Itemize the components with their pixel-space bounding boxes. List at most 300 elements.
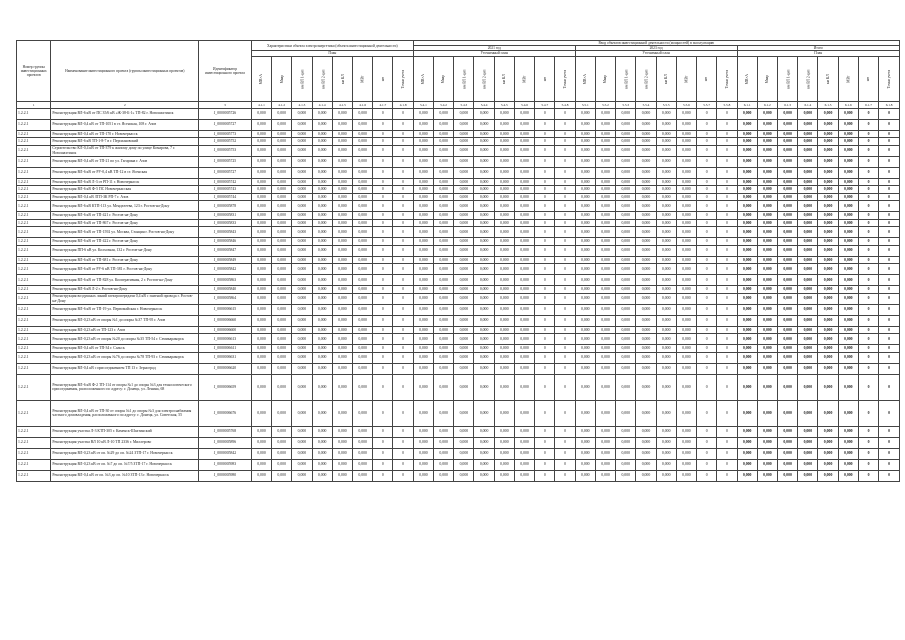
value-cell: 0,000 xyxy=(737,119,757,130)
value-cell: 0,000 xyxy=(454,352,474,363)
value-cell: 0,000 xyxy=(636,334,656,345)
value-cell: 0,000 xyxy=(575,138,595,146)
value-cell: 0,000 xyxy=(616,145,636,156)
value-cell: 0,000 xyxy=(353,264,373,275)
value-cell: 0,000 xyxy=(575,212,595,220)
value-cell: 0 xyxy=(373,119,393,130)
value-cell: 0 xyxy=(879,193,900,201)
project-id: J_0000005843 xyxy=(199,227,252,238)
value-cell: 0,000 xyxy=(353,108,373,119)
value-cell: 0,000 xyxy=(838,437,858,448)
value-cell: 0,000 xyxy=(251,459,271,470)
value-cell: 0 xyxy=(697,470,717,481)
project-id: J_0000005896 xyxy=(199,437,252,448)
value-cell: 0,000 xyxy=(474,138,494,146)
value-cell: 0,000 xyxy=(332,304,352,315)
value-cell: 0,000 xyxy=(676,138,696,146)
value-cell: 0 xyxy=(373,363,393,374)
value-cell: 0,000 xyxy=(454,201,474,212)
group-number: 1.2.2.1 xyxy=(17,334,51,345)
value-cell: 0,000 xyxy=(413,227,433,238)
value-cell: 0,000 xyxy=(312,426,332,437)
value-cell: 0,000 xyxy=(575,178,595,186)
value-cell: 0,000 xyxy=(656,275,676,286)
value-cell: 0,000 xyxy=(616,156,636,167)
value-cell: 0,000 xyxy=(353,212,373,220)
project-name: Реконструкция ВЛ-6 кВ Ф-5 ПС Новочеркасская xyxy=(51,186,199,194)
project-name: Реконструкция ВЛ-6 кВ КТП-113 ул. Менделеева, 123 г. Ростов-на-Дону xyxy=(51,201,199,212)
value-cell: 0 xyxy=(858,426,878,437)
value-cell: 0,000 xyxy=(636,145,656,156)
value-cell: 0,000 xyxy=(332,459,352,470)
value-cell: 0,000 xyxy=(757,108,777,119)
value-cell: 0,000 xyxy=(332,167,352,178)
project-id: J_0000006620 xyxy=(199,363,252,374)
value-cell: 0,000 xyxy=(251,426,271,437)
value-cell: 0,000 xyxy=(777,470,797,481)
value-cell: 0 xyxy=(697,304,717,315)
value-cell: 0,000 xyxy=(777,326,797,334)
unit-header xyxy=(697,56,717,101)
project-name: Реконструкция ВЛ-0,4 кВ с присоединением ТП 13 г. Зерноград xyxy=(51,363,199,374)
value-cell: 0 xyxy=(697,374,717,400)
value-cell: 0 xyxy=(393,201,413,212)
value-cell: 0,000 xyxy=(312,264,332,275)
value-cell: 0,000 xyxy=(494,186,514,194)
value-cell: 0 xyxy=(858,119,878,130)
value-cell: 0,000 xyxy=(676,352,696,363)
value-cell: 0,000 xyxy=(454,145,474,156)
value-cell: 0 xyxy=(535,178,555,186)
value-cell: 0,000 xyxy=(514,352,534,363)
value-cell: 0,000 xyxy=(656,264,676,275)
value-cell: 0 xyxy=(879,275,900,286)
value-cell: 0 xyxy=(697,334,717,345)
project-name: Строительство КЛ-0,4 кВ от ТП-379 к жилому дому по улице Комарова, 7 г. Новошахтинск xyxy=(51,145,199,156)
value-cell: 0,000 xyxy=(616,178,636,186)
value-cell: 0,000 xyxy=(251,374,271,400)
value-cell: 0,000 xyxy=(595,400,615,426)
value-cell: 0,000 xyxy=(474,186,494,194)
value-cell: 0,000 xyxy=(838,363,858,374)
value-cell: 0,000 xyxy=(434,363,454,374)
value-cell: 0,000 xyxy=(838,108,858,119)
value-cell: 0,000 xyxy=(251,470,271,481)
value-cell: 0,000 xyxy=(757,212,777,220)
value-cell: 0,000 xyxy=(474,201,494,212)
value-cell: 0,000 xyxy=(676,400,696,426)
value-cell: 0 xyxy=(717,145,737,156)
value-cell: 0,000 xyxy=(413,193,433,201)
unit-label: шт xyxy=(866,76,871,81)
investment-table-sheet xyxy=(16,40,900,482)
value-cell: 0,000 xyxy=(251,167,271,178)
value-cell: 0,000 xyxy=(413,219,433,227)
value-cell: 0 xyxy=(879,334,900,345)
value-cell: 0,000 xyxy=(575,245,595,256)
value-cell: 0,000 xyxy=(434,345,454,353)
value-cell: 0 xyxy=(879,315,900,326)
value-cell: 0,000 xyxy=(353,426,373,437)
value-cell: 0,000 xyxy=(332,193,352,201)
value-cell: 0,000 xyxy=(838,138,858,146)
unit-header xyxy=(353,56,373,101)
value-cell: 0,000 xyxy=(595,193,615,201)
column-code: 5.5.6 xyxy=(676,101,696,108)
value-cell: 0,000 xyxy=(434,119,454,130)
value-cell: 0 xyxy=(535,345,555,353)
group-number: 1.2.2.1 xyxy=(17,264,51,275)
project-name: Реконструкция участка Л-3 КТП-305 г. Каменск-Шахтинский xyxy=(51,426,199,437)
value-cell: 0,000 xyxy=(494,345,514,353)
value-cell: 0,000 xyxy=(757,238,777,246)
value-cell: 0,000 xyxy=(818,108,838,119)
value-cell: 0 xyxy=(717,227,737,238)
value-cell: 0,000 xyxy=(474,304,494,315)
value-cell: 0,000 xyxy=(656,326,676,334)
value-cell: 0,000 xyxy=(312,238,332,246)
value-cell: 0 xyxy=(393,304,413,315)
unit-label: МВт xyxy=(360,75,365,83)
value-cell: 0,000 xyxy=(494,400,514,426)
value-cell: 0,000 xyxy=(413,437,433,448)
value-cell: 0 xyxy=(717,193,737,201)
value-cell: 0,000 xyxy=(272,286,292,294)
value-cell: 0 xyxy=(717,459,737,470)
value-cell: 0 xyxy=(535,426,555,437)
value-cell: 0,000 xyxy=(272,264,292,275)
value-cell: 0 xyxy=(697,363,717,374)
value-cell: 0,000 xyxy=(777,264,797,275)
value-cell: 0,000 xyxy=(818,264,838,275)
value-cell: 0,000 xyxy=(312,363,332,374)
value-cell: 0,000 xyxy=(494,304,514,315)
project-id: J_0000005846 xyxy=(199,238,252,246)
project-name: Реконструкция ПП-6 кВ ул. Колхозная, 132 г. Ростов-на-Дону xyxy=(51,245,199,256)
value-cell: 0,000 xyxy=(616,459,636,470)
value-cell: 0,000 xyxy=(454,275,474,286)
value-cell: 0,000 xyxy=(413,352,433,363)
value-cell: 0 xyxy=(393,186,413,194)
value-cell: 0,000 xyxy=(272,315,292,326)
value-cell: 0,000 xyxy=(494,326,514,334)
group-number: 1.2.2.1 xyxy=(17,326,51,334)
value-cell: 0 xyxy=(373,264,393,275)
value-cell: 0,000 xyxy=(292,315,312,326)
value-cell: 0,000 xyxy=(737,293,757,304)
value-cell: 0,000 xyxy=(616,437,636,448)
value-cell: 0,000 xyxy=(292,130,312,138)
value-cell: 0,000 xyxy=(777,227,797,238)
value-cell: 0,000 xyxy=(292,193,312,201)
value-cell: 0,000 xyxy=(251,219,271,227)
column-code: 6.1.3 xyxy=(777,101,797,108)
column-code: 5.4.8 xyxy=(555,101,575,108)
group-number: 1.2.2.1 xyxy=(17,286,51,294)
value-cell: 0 xyxy=(879,326,900,334)
value-cell: 0,000 xyxy=(353,178,373,186)
value-cell: 0,000 xyxy=(292,334,312,345)
group-number: 1.2.2.1 xyxy=(17,352,51,363)
value-cell: 0,000 xyxy=(353,374,373,400)
value-cell: 0,000 xyxy=(838,448,858,459)
value-cell: 0 xyxy=(717,108,737,119)
value-cell: 0,000 xyxy=(494,334,514,345)
value-cell: 0 xyxy=(373,108,393,119)
value-cell: 0,000 xyxy=(272,470,292,481)
table-row xyxy=(17,448,900,459)
value-cell: 0,000 xyxy=(312,352,332,363)
value-cell: 0,000 xyxy=(737,304,757,315)
value-cell: 0,000 xyxy=(757,256,777,264)
value-cell: 0,000 xyxy=(595,178,615,186)
value-cell: 0,000 xyxy=(595,219,615,227)
value-cell: 0,000 xyxy=(251,227,271,238)
value-cell: 0,000 xyxy=(434,275,454,286)
value-cell: 0,000 xyxy=(494,293,514,304)
value-cell: 0,000 xyxy=(676,212,696,220)
value-cell: 0 xyxy=(373,238,393,246)
unit-header xyxy=(575,56,595,101)
value-cell: 0 xyxy=(879,363,900,374)
value-cell: 0 xyxy=(697,238,717,246)
value-cell: 0 xyxy=(555,315,575,326)
value-cell: 0,000 xyxy=(454,178,474,186)
value-cell: 0,000 xyxy=(798,130,818,138)
value-cell: 0,000 xyxy=(595,286,615,294)
value-cell: 0,000 xyxy=(454,212,474,220)
value-cell: 0,000 xyxy=(292,426,312,437)
value-cell: 0,000 xyxy=(312,138,332,146)
value-cell: 0,000 xyxy=(434,186,454,194)
column-code: 5.4.2 xyxy=(434,101,454,108)
unit-header xyxy=(757,56,777,101)
project-id: J_0000005983 xyxy=(199,459,252,470)
value-cell: 0 xyxy=(555,219,575,227)
value-cell: 0,000 xyxy=(636,264,656,275)
value-cell: 0,000 xyxy=(798,245,818,256)
unit-label: км ВЛ 1-цеп xyxy=(300,69,305,89)
value-cell: 0,000 xyxy=(514,315,534,326)
value-cell: 0,000 xyxy=(292,227,312,238)
value-cell: 0 xyxy=(717,345,737,353)
value-cell: 0,000 xyxy=(514,363,534,374)
value-cell: 0,000 xyxy=(575,363,595,374)
value-cell: 0,000 xyxy=(798,238,818,246)
value-cell: 0,000 xyxy=(413,426,433,437)
value-cell: 0 xyxy=(373,374,393,400)
value-cell: 0,000 xyxy=(616,227,636,238)
group-number: 1.2.2.1 xyxy=(17,293,51,304)
value-cell: 0 xyxy=(535,130,555,138)
value-cell: 0,000 xyxy=(798,374,818,400)
value-cell: 0,000 xyxy=(413,470,433,481)
value-cell: 0,000 xyxy=(595,363,615,374)
value-cell: 0 xyxy=(555,363,575,374)
value-cell: 0,000 xyxy=(312,119,332,130)
value-cell: 0,000 xyxy=(312,130,332,138)
value-cell: 0 xyxy=(697,326,717,334)
value-cell: 0,000 xyxy=(838,326,858,334)
value-cell: 0,000 xyxy=(575,459,595,470)
unit-label: км ВЛ 2-цеп xyxy=(806,69,811,89)
value-cell: 0 xyxy=(555,138,575,146)
value-cell: 0,000 xyxy=(777,345,797,353)
value-cell: 0,000 xyxy=(272,167,292,178)
value-cell: 0,000 xyxy=(312,212,332,220)
value-cell: 0,000 xyxy=(616,238,636,246)
value-cell: 0,000 xyxy=(575,293,595,304)
value-cell: 0,000 xyxy=(413,326,433,334)
header-refined-plan-2023: Уточненный план xyxy=(575,51,737,56)
value-cell: 0,000 xyxy=(292,145,312,156)
value-cell: 0,000 xyxy=(636,219,656,227)
project-name: Реконструкция ВЛ-0,23 кВ от оп. №29 до оп. №24 ЗТП-17 г. Новочеркасск xyxy=(51,448,199,459)
value-cell: 0,000 xyxy=(616,264,636,275)
value-cell: 0,000 xyxy=(312,186,332,194)
value-cell: 0 xyxy=(373,315,393,326)
value-cell: 0 xyxy=(393,245,413,256)
header-total: Итого xyxy=(737,46,899,51)
value-cell: 0,000 xyxy=(838,275,858,286)
value-cell: 0,000 xyxy=(494,119,514,130)
value-cell: 0,000 xyxy=(777,374,797,400)
group-number: 1.2.2.1 xyxy=(17,167,51,178)
value-cell: 0,000 xyxy=(575,400,595,426)
value-cell: 0,000 xyxy=(292,167,312,178)
project-id: J_0000006611 xyxy=(199,345,252,353)
value-cell: 0,000 xyxy=(575,130,595,138)
value-cell: 0,000 xyxy=(434,437,454,448)
value-cell: 0,000 xyxy=(251,245,271,256)
value-cell: 0,000 xyxy=(474,264,494,275)
value-cell: 0 xyxy=(555,256,575,264)
value-cell: 0,000 xyxy=(575,167,595,178)
value-cell: 0,000 xyxy=(656,156,676,167)
value-cell: 0,000 xyxy=(494,227,514,238)
value-cell: 0,000 xyxy=(494,178,514,186)
value-cell: 0 xyxy=(373,352,393,363)
project-id: J_0000005847 xyxy=(199,245,252,256)
value-cell: 0,000 xyxy=(575,119,595,130)
column-code: 6.1.8 xyxy=(879,101,900,108)
value-cell: 0,000 xyxy=(818,334,838,345)
project-id: J_0000005726 xyxy=(199,108,252,119)
value-cell: 0,000 xyxy=(514,145,534,156)
value-cell: 0,000 xyxy=(636,227,656,238)
value-cell: 0 xyxy=(535,448,555,459)
value-cell: 0,000 xyxy=(636,374,656,400)
value-cell: 0,000 xyxy=(251,326,271,334)
unit-header xyxy=(818,56,838,101)
value-cell: 0,000 xyxy=(595,374,615,400)
value-cell: 0,000 xyxy=(272,345,292,353)
value-cell: 0,000 xyxy=(474,193,494,201)
value-cell: 0,000 xyxy=(595,245,615,256)
value-cell: 0,000 xyxy=(514,293,534,304)
value-cell: 0 xyxy=(717,293,737,304)
value-cell: 0 xyxy=(373,286,393,294)
value-cell: 0 xyxy=(555,352,575,363)
unit-header xyxy=(676,56,696,101)
value-cell: 0,000 xyxy=(798,470,818,481)
value-cell: 0 xyxy=(717,448,737,459)
value-cell: 0,000 xyxy=(838,286,858,294)
value-cell: 0,000 xyxy=(838,426,858,437)
value-cell: 0 xyxy=(373,426,393,437)
value-cell: 0,000 xyxy=(757,201,777,212)
value-cell: 0,000 xyxy=(818,119,838,130)
project-id: J_0000005831 xyxy=(199,212,252,220)
value-cell: 0 xyxy=(373,193,393,201)
value-cell: 0,000 xyxy=(575,193,595,201)
value-cell: 0,000 xyxy=(616,186,636,194)
value-cell: 0,000 xyxy=(413,186,433,194)
value-cell: 0,000 xyxy=(251,363,271,374)
value-cell: 0,000 xyxy=(818,363,838,374)
value-cell: 0 xyxy=(879,156,900,167)
value-cell: 0,000 xyxy=(798,459,818,470)
value-cell: 0,000 xyxy=(676,448,696,459)
unit-label: Точки учета xyxy=(401,69,406,88)
value-cell: 0,000 xyxy=(636,286,656,294)
project-id: J_0000005980 xyxy=(199,470,252,481)
value-cell: 0,000 xyxy=(251,400,271,426)
value-cell: 0,000 xyxy=(251,345,271,353)
project-name: Реконструкция ВЛ-0,4 кВ от ТП-30 от опоры №1 до опоры №3 для электроснабжения частного домовладения, расположенного по адресу: г. Донецк, ул. Советская, 55 xyxy=(51,400,199,426)
value-cell: 0,000 xyxy=(676,119,696,130)
value-cell: 0 xyxy=(879,437,900,448)
value-cell: 0,000 xyxy=(353,119,373,130)
value-cell: 0 xyxy=(717,138,737,146)
value-cell: 0,000 xyxy=(777,238,797,246)
value-cell: 0,000 xyxy=(272,145,292,156)
value-cell: 0,000 xyxy=(656,400,676,426)
value-cell: 0,000 xyxy=(616,275,636,286)
value-cell: 0,000 xyxy=(757,363,777,374)
value-cell: 0 xyxy=(393,334,413,345)
value-cell: 0,000 xyxy=(413,256,433,264)
value-cell: 0 xyxy=(717,400,737,426)
table-row xyxy=(17,201,900,212)
value-cell: 0,000 xyxy=(616,201,636,212)
value-cell: 0 xyxy=(393,256,413,264)
value-cell: 0,000 xyxy=(434,315,454,326)
value-cell: 0,000 xyxy=(757,227,777,238)
value-cell: 0 xyxy=(373,459,393,470)
value-cell: 0,000 xyxy=(798,193,818,201)
unit-label: км ВЛ 2-цеп xyxy=(482,69,487,89)
value-cell: 0,000 xyxy=(757,286,777,294)
value-cell: 0,000 xyxy=(332,256,352,264)
value-cell: 0 xyxy=(373,138,393,146)
value-cell: 0,000 xyxy=(474,130,494,138)
value-cell: 0,000 xyxy=(494,238,514,246)
value-cell: 0,000 xyxy=(798,264,818,275)
group-number: 1.2.2.1 xyxy=(17,219,51,227)
value-cell: 0 xyxy=(535,470,555,481)
table-row xyxy=(17,293,900,304)
value-cell: 0 xyxy=(858,178,878,186)
value-cell: 0,000 xyxy=(616,138,636,146)
table-row xyxy=(17,315,900,326)
project-id: J_0000005863 xyxy=(199,275,252,286)
value-cell: 0,000 xyxy=(494,201,514,212)
value-cell: 0 xyxy=(879,448,900,459)
table-row xyxy=(17,193,900,201)
value-cell: 0,000 xyxy=(818,130,838,138)
value-cell: 0,000 xyxy=(656,201,676,212)
